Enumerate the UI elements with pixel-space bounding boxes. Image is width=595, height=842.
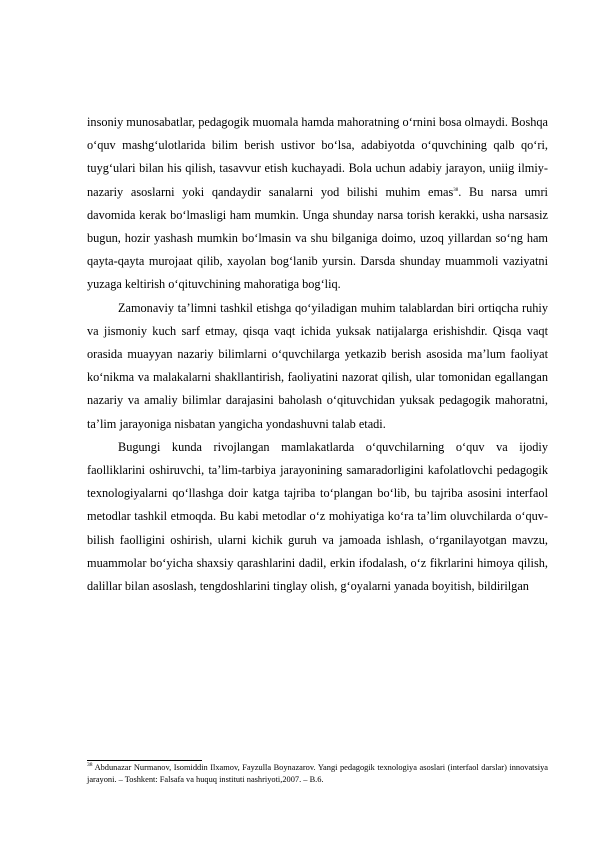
- paragraph-2: Zamonaviy ta’limni tashkil etishga qo‘yiladigan muhim talablardan biri ortiqcha ruhiy va jismoniy kuch sarf etmay, qisqa vaqt ichida yuksak natijalarga erishishdir. Qisqa vaqt orasida muayyan nazariy bilimlarni o‘quvchilarga yetkazib berish asosida ma’lum faoliyat ko‘nikma va malakalarni shakllantirish, faoliyatini nazorat qilish, ular tomonidan egallangan nazariy va amaliy bilimlar darajasini baholash o‘qituvchidan yuksak pedagogik mahoratni, ta’lim jarayoniga nisbatan yangicha yondashuvni talab etadi.: [87, 300, 548, 431]
- paragraph-3: Bugungi kunda rivojlangan mamlakatlarda o‘quvchilarning o‘quv va ijodiy faolliklarini oshiruvchi, ta’lim-tarbiya jarayonining samaradorligini kafolatlovchi pedagogik texnologiyalarni qo‘llashga doir katga tajriba to‘plangan bo‘lib, bu tajriba asosini interfaol metodlar tashkil etmoqda. Bu kabi metodlar o‘z mohiyatiga ko‘ra ta’lim oluvchilarda o‘quv-bilish faolligini oshirish, ularni kichik guruh va jamoada ishlash, o‘rganilayotgan mavzu, muammolar bo‘yicha shaxsiy qarashlarini dadil, erkin ifodalash, o‘z fikrlarini himoya qilish, dalillar bilan asoslash, tengdoshlarini tinglay olish, g‘oyalarni yanada boyitish, bildirilgan: [87, 439, 548, 594]
- paragraph-1-continuation: . Bu narsa umri davomida kerak bo‘lmasligi ham mumkin. Unga shunday narsa torish kerakki, usha narsasiz bugun, hozir yashash mumkin bo‘lmasin va shu bilganiga doimo, uzoq yillardan so‘ng ham qayta-qayta murojaat qilib, xayolan bog‘lanib yursin. Darsda shunday muammoli vaziyatni yuzaga keltirish o‘qituvchining mahoratiga bog‘liq.: [87, 184, 548, 292]
- footnote: [87, 762, 548, 787]
- footnote-divider: [87, 760, 202, 761]
- footnote-mark: 38: [87, 762, 93, 769]
- body-text: [87, 111, 548, 598]
- footnote-text: Abdunazar Nurmanov, Isomiddin Ilxamov, Fayzulla Boynazarov. Yangi pedagogik texnologiya asoslari (interfaol darslar) innovatsiya jarayoni. – Toshkent: Falsafa va huquq instituti nashriyoti,2007. – B.6.: [87, 763, 548, 785]
- paragraph-1-text: insoniy munosabatlar, pedagogik muomala hamda mahoratning o‘rnini bosa olmaydi. Boshqa o‘quv mashg‘ulotlarida bilim berish ustivor bo‘lsa, adabiyotda o‘quvchining qalb qo‘ri, tuyg‘ulari bilan his qilish, tasavvur etish kuchayadi. Bola uchun adabiy jarayon, uniig ilmiy-nazariy asoslarni yoki qandaydir sanalarni yod bilishi muhim emas: [87, 115, 548, 199]
- footnote-reference: 38: [453, 187, 459, 193]
- paragraph-1: [87, 111, 548, 297]
